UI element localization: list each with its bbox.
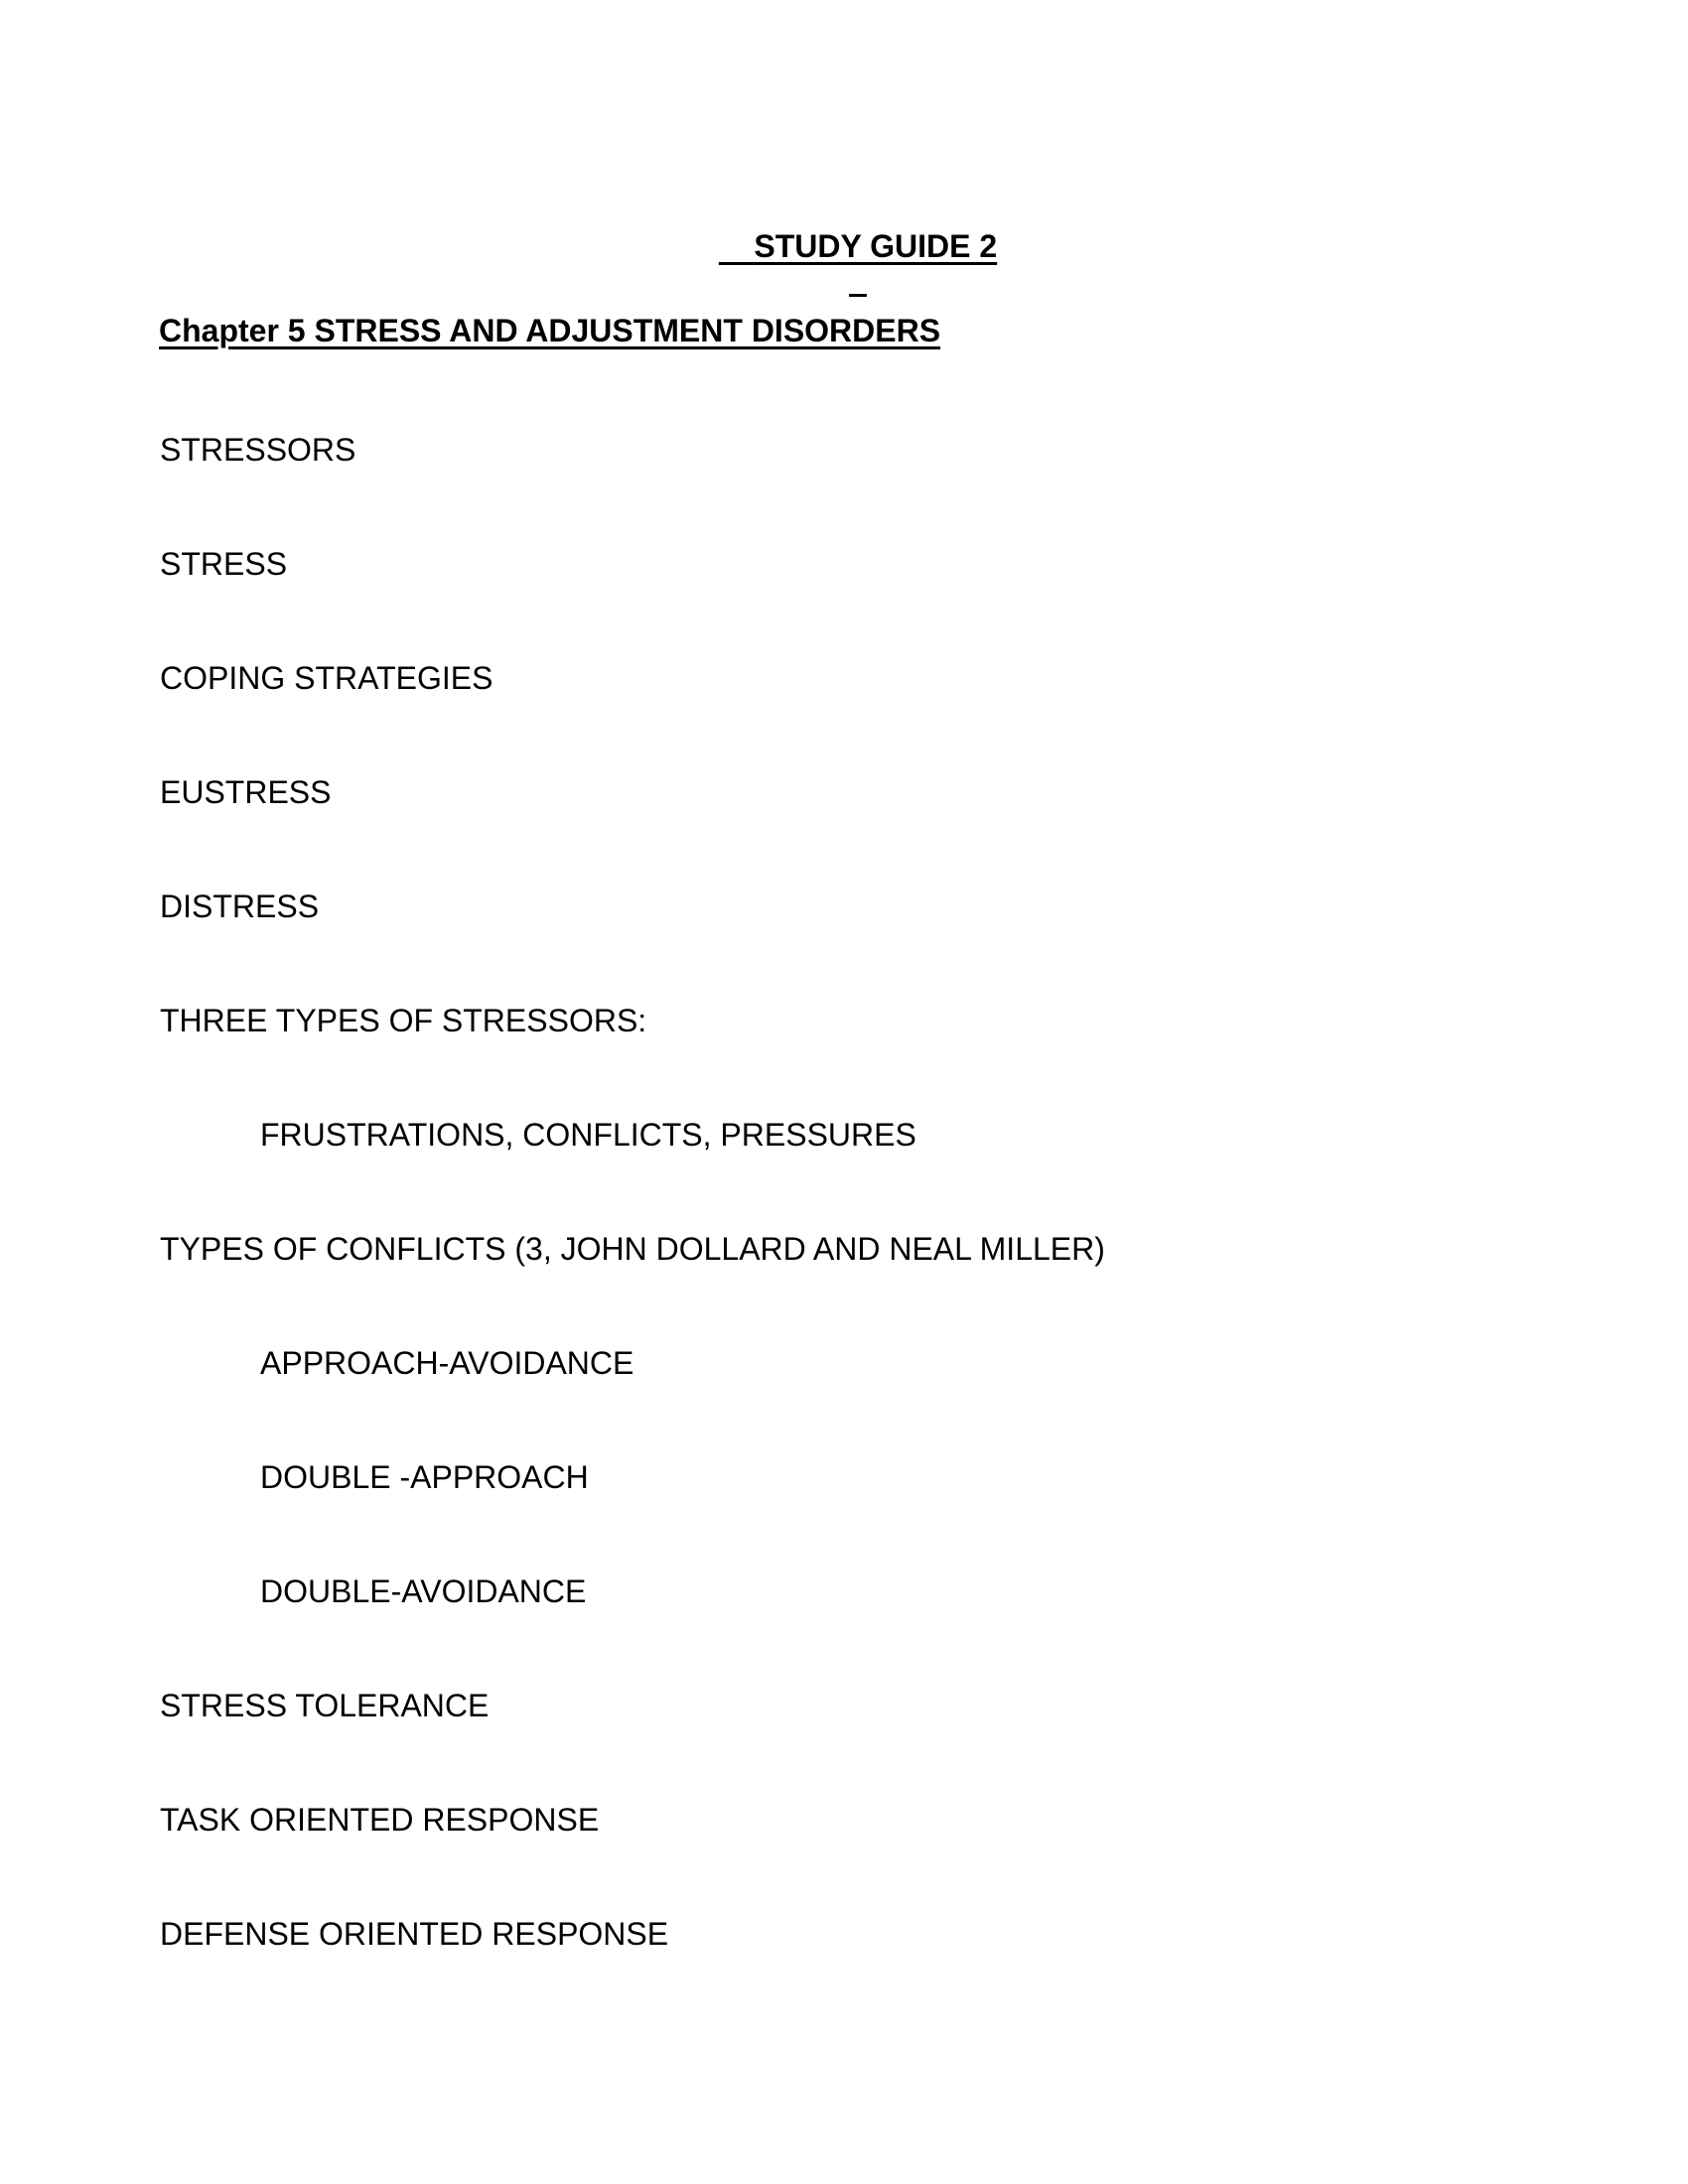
term-three-types-of-stressors: THREE TYPES OF STRESSORS:: [160, 1003, 647, 1038]
page-title: [14, 199, 1688, 294]
chapter-heading: Chapter 5 STRESS AND ADJUSTMENT DISORDERS: [159, 313, 941, 348]
term-types-of-conflicts: TYPES OF CONFLICTS (3, JOHN DOLLARD AND NEAL MILLER): [160, 1231, 1105, 1267]
subterm-double-avoidance: DOUBLE-AVOIDANCE: [260, 1573, 587, 1609]
subterm-approach-avoidance: APPROACH-AVOIDANCE: [260, 1345, 634, 1381]
subterm-stressor-types: FRUSTRATIONS, CONFLICTS, PRESSURES: [260, 1117, 916, 1153]
term-defense-oriented-response: DEFENSE ORIENTED RESPONSE: [160, 1916, 669, 1952]
term-stress-tolerance: STRESS TOLERANCE: [160, 1688, 490, 1723]
term-stress: STRESS: [160, 546, 288, 582]
term-stressors: STRESSORS: [160, 432, 356, 468]
term-distress: DISTRESS: [160, 888, 320, 924]
term-coping-strategies: COPING STRATEGIES: [160, 660, 493, 696]
page-title-text: STUDY GUIDE 2: [754, 228, 998, 264]
subterm-double-approach: DOUBLE -APPROACH: [260, 1459, 589, 1495]
term-task-oriented-response: TASK ORIENTED RESPONSE: [160, 1802, 600, 1838]
term-eustress: EUSTRESS: [160, 774, 332, 810]
